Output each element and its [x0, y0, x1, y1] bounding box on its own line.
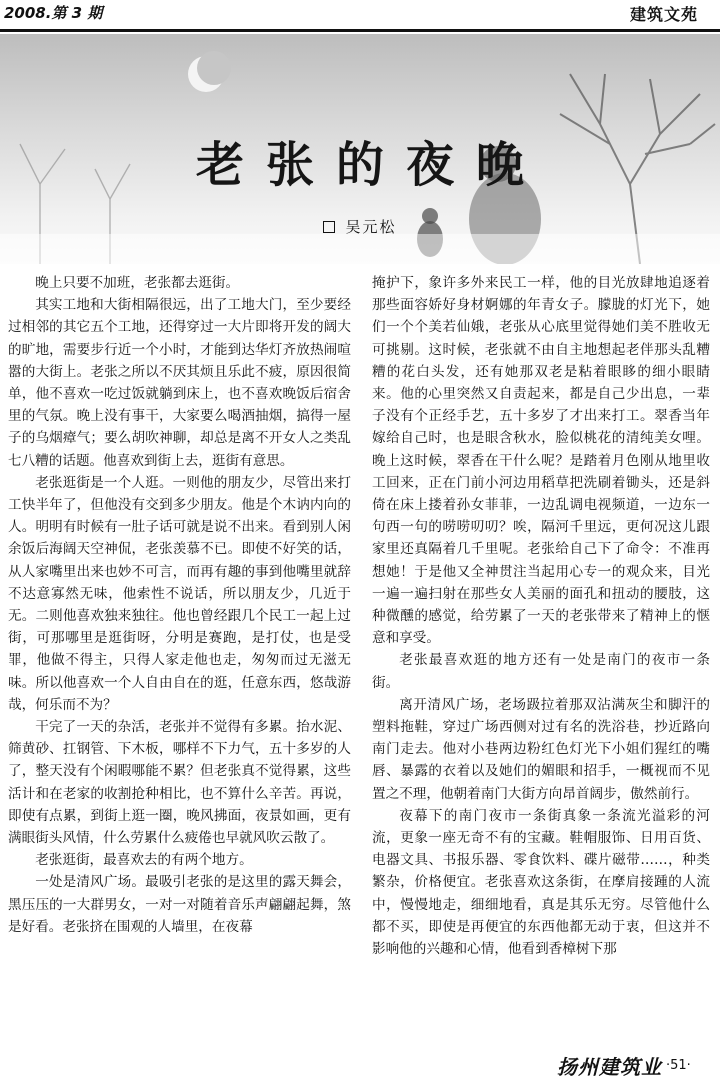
paragraph: 老张逛街，最喜欢去的有两个地方。 — [35, 852, 253, 869]
paragraph: 干完了一天的杂活，老张并不觉得有多累。抬水泥、筛黄砂、扛钢管、下木板，哪样不下力气，五十多岁的人了，整天没有个闲暇哪能不累？但老张真不觉得累，这些活计和在老家的收割抢种相比，也不算什么辛苦。再说，即使有点累，到街上逛一圈，晚风拂面，夜景如画，更有满眼街头风情，什么劳累什么疲倦也早就风吹云散了。 — [8, 719, 351, 847]
byline — [0, 216, 720, 237]
column-name: 建筑文苑 — [629, 5, 698, 24]
page-header — [0, 0, 720, 34]
paragraph: 一处是清风广场。最吸引老张的是这里的露天舞会，黑压压的一大群男女，一对一对随着音乐声翩翩起舞，煞是好看。老张挤在围观的人墙里，在夜幕 — [8, 874, 351, 935]
body-column-left — [8, 272, 351, 938]
author-marker-box — [323, 221, 335, 233]
issue-number: 2008.第 3 期 — [4, 4, 103, 22]
paragraph: 老张最喜欢逛的地方还有一处是南门的夜市一条街。 — [372, 652, 710, 691]
title-banner — [0, 34, 720, 264]
author-name: 吴元松 — [345, 218, 397, 236]
paragraph: 其实工地和大街相隔很远，出了工地大门，至少要经过相邻的其它五个工地，还得穿过一大片即将开发的阔大的旷地，需要步行近一个小时，才能到达华灯齐放热闹喧嚣的大街上。老张之所以不厌其烦且乐此不疲，原因很简单，他不喜欢一吃过饭就躺到床上，也不喜欢晚饭后宿舍里的气氛。晚上没有事干，大家要么喝酒抽烟，搞得一屋子的乌烟瘴气；要么胡吹神聊，却总是离不开女人之类乱七八糟的话题。他喜欢到街上去，逛街有意思。 — [8, 297, 351, 469]
body-column-right — [372, 272, 710, 960]
paragraph-continued: 掩护下，象许多外来民工一样，他的目光放肆地追逐着那些面容娇好身材婀娜的年青女子。朦胧的灯光下，她们一个个美若仙娥，老张从心底里觉得她们美不胜收无可挑剔。这时候，老张就不由自主地想起老伴那头乱糟糟的花白头发，还有她那双老是粘着眼眵的细小眼睛来。他的心里突然又自责起来，都是自己少出息，一辈子没有个正经手艺，五十多岁了才出来打工。翠香当年嫁给自己时，也是眼含秋水，脸似桃花的清纯美女哩。晚上这时候，翠香在干什么呢？是踏着月色刚从地里收工回来，正在门前小河边用稻草把洗刷着锄头，还是斜倚在床上搂着孙女菲菲，一边乱调电视频道，一边东一句西一句的唠唠叨叨？唉，隔河千里远，更何况这儿跟家里还真隔着几千里呢。老张给自己下了命令：不准再想她！于是他又全神贯注当起用心专一的观众来，目光一遍一遍扫射在那些女人美丽的面孔和扭动的腰肢，这种微醺的感觉，给劳累了一天的老张带来了精神上的惬意和享受。 — [372, 275, 710, 647]
header-rule — [0, 29, 720, 32]
publication-logo: 扬州建筑业 — [557, 1055, 662, 1079]
page-number: ·51· — [666, 1058, 691, 1073]
article-title: 老张的夜晚 — [195, 137, 546, 193]
paragraph: 夜幕下的南门夜市一条街真象一条流光溢彩的河流，更象一座无奇不有的宝藏。鞋帽服饰、日用百货、电器文具、书报乐器、零食饮料、碟片磁带……，种类繁杂，价格便宜。老张喜欢这条街，在摩肩接踵的人流中，慢慢地走，细细地看，真是其乐无穷。尽管他什么都不买，即使是再便宜的东西他都无动于衷，但这并不影响他的兴趣和心情，他看到香樟树下那 — [372, 807, 710, 958]
paragraph: 离开清风广场，老场趿拉着那双沾满灰尘和脚汗的塑料拖鞋，穿过广场西侧对过有名的洗浴巷，抄近路向南门走去。他对小巷两边粉红色灯光下小姐们猩红的嘴唇、暴露的衣着以及她们的媚眼和招手，一概视而不见置之不理，他朝着南门大街方向昂首阔步，傲然前行。 — [372, 696, 710, 802]
paragraph: 晚上只要不加班，老张都去逛街。 — [35, 275, 240, 291]
paragraph: 老张逛街是一个人逛。一则他的朋友少，尽管出来打工快半年了，但他没有交到多少朋友。他是个木讷内向的人。明明有时候有一肚子话可就是说不出来。看到别人闲余饭后海阔天空神侃，老张羡慕不已。即使不好笑的话，从人家嘴里出来也妙不可言，而再有趣的事到他嘴里就辞不达意寡然无味，他索性不说话，所以朋友少，几近于无。二则他喜欢独来独往。他也曾经跟几个民工一起上过街，可那哪里是逛街呀，分明是赛跑，是打仗，也是受罪，他做不得主，只得人家走他也走，匆匆而过无滋无味。所以他喜欢一个人自由自在的逛，任意东西，悠哉游哉，何乐而不为？ — [8, 474, 351, 713]
